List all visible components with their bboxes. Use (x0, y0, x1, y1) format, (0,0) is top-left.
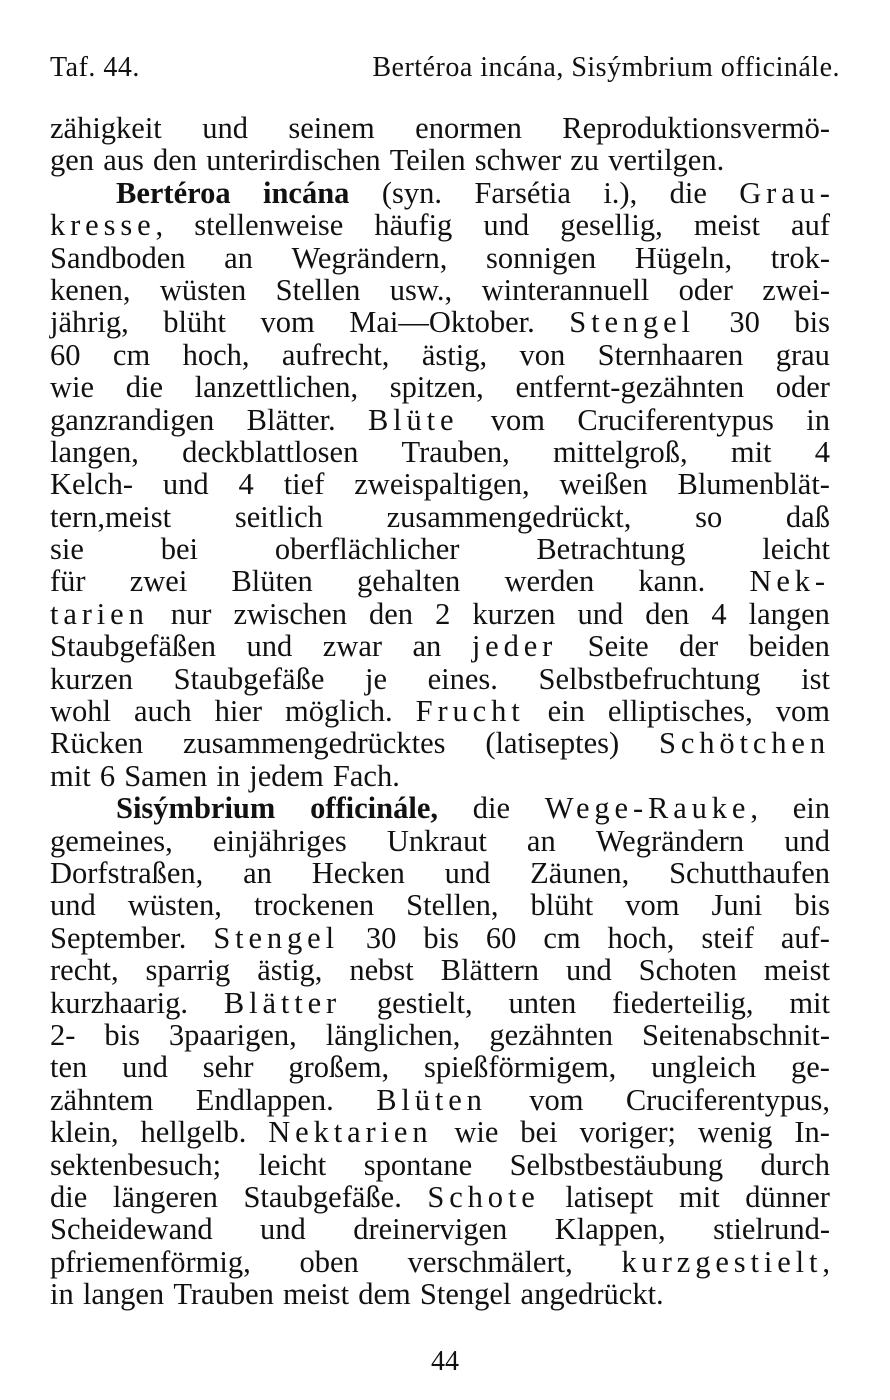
text-line: kurzen Staubgefäße je eines. Selbstbefruchtung ist (50, 661, 830, 696)
text-line: mit 6 Samen in jedem Fach. (50, 758, 400, 793)
text-line: gen aus den unterirdischen Teilen schwer zu vertilgen. (50, 143, 725, 178)
text-line: ganzrandigen Blätter. Blüte vom Cruciferentypus in (50, 402, 830, 437)
plate-label: Taf. 44. (50, 52, 140, 83)
text-line: 60 cm hoch, aufrecht, ästig, von Sternhaaren grau (50, 337, 830, 372)
body-text (50, 112, 830, 1310)
text-line: Sisýmbrium officinále, die Wege-Rauke, ein (116, 791, 830, 826)
text-line: Scheidewand und dreinervigen Klappen, stielrund- (50, 1212, 830, 1247)
text-line: 2- bis 3paarigen, länglichen, gezähnten Seitenabschnit- (50, 1017, 830, 1052)
text-line: sektenbesuch; leicht spontane Selbstbestäubung durch (50, 1147, 830, 1182)
text-line: Dorfstraßen, an Hecken und Zäunen, Schutthaufen (50, 855, 830, 890)
text-line: tarien nur zwischen den 2 kurzen und den 4 langen (50, 596, 830, 631)
text-line: kenen, wüsten Stellen usw., winterannuell oder zwei- (50, 272, 830, 307)
text-line: September. Stengel 30 bis 60 cm hoch, steif auf- (50, 920, 830, 955)
running-header (50, 52, 840, 92)
text-line: in langen Trauben meist dem Stengel angedrückt. (50, 1277, 664, 1312)
text-line: zähigkeit und seinem enormen Reproduktionsvermö- (50, 111, 830, 145)
text-line: wie die lanzettlichen, spitzen, entfernt-gezähnten oder (50, 370, 830, 405)
text-line: für zwei Blüten gehalten werden kann. Nek- (50, 564, 830, 599)
text-line: kresse, stellenweise häufig und gesellig, meist auf (50, 208, 830, 243)
running-title: Bertéroa incána, Sisýmbrium officinále. (372, 52, 840, 83)
text-line: und wüsten, trockenen Stellen, blüht vom Juni bis (50, 888, 830, 923)
text-line: langen, deckblattlosen Trauben, mittelgroß, mit 4 (50, 434, 830, 469)
text-line: pfriemenförmig, oben verschmälert, kurzgestielt, (50, 1244, 830, 1279)
text-line: sie bei oberflächlicher Betrachtung leicht (50, 532, 830, 567)
text-line: tern,meist seitlich zusammengedrückt, so daß (50, 499, 830, 534)
text-line: gemeines, einjähriges Unkraut an Wegrändern und (50, 823, 830, 858)
text-line: Sandboden an Wegrändern, sonnigen Hügeln, trok- (50, 240, 830, 275)
text-line: Kelch- und 4 tief zweispaltigen, weißen Blumenblät- (50, 467, 830, 502)
text-line: Bertéroa incána (syn. Farsétia i.), die Grau- (116, 175, 830, 210)
text-line: Rücken zusammengedrücktes (latiseptes) Schötchen (50, 726, 830, 761)
text-line: die längeren Staubgefäße. Schote latisept mit dünner (50, 1179, 830, 1214)
text-line: jährig, blüht vom Mai—Oktober. Stengel 30 bis (50, 305, 830, 340)
text-line: recht, sparrig ästig, nebst Blättern und Schoten meist (50, 953, 830, 988)
text-line: wohl auch hier möglich. Frucht ein elliptisches, vom (50, 694, 830, 729)
text-line: Staubgefäßen und zwar an jeder Seite der beiden (50, 629, 830, 664)
text-line: ten und sehr großem, spießförmigem, ungleich ge- (50, 1050, 830, 1085)
text-line: kurzhaarig. Blätter gestielt, unten fiederteilig, mit (50, 985, 830, 1020)
text-line: klein, hellgelb. Nektarien wie bei voriger; wenig In- (50, 1115, 830, 1150)
page-number: 44 (431, 1346, 459, 1377)
text-line: zähntem Endlappen. Blüten vom Cruciferentypus, (50, 1082, 830, 1117)
